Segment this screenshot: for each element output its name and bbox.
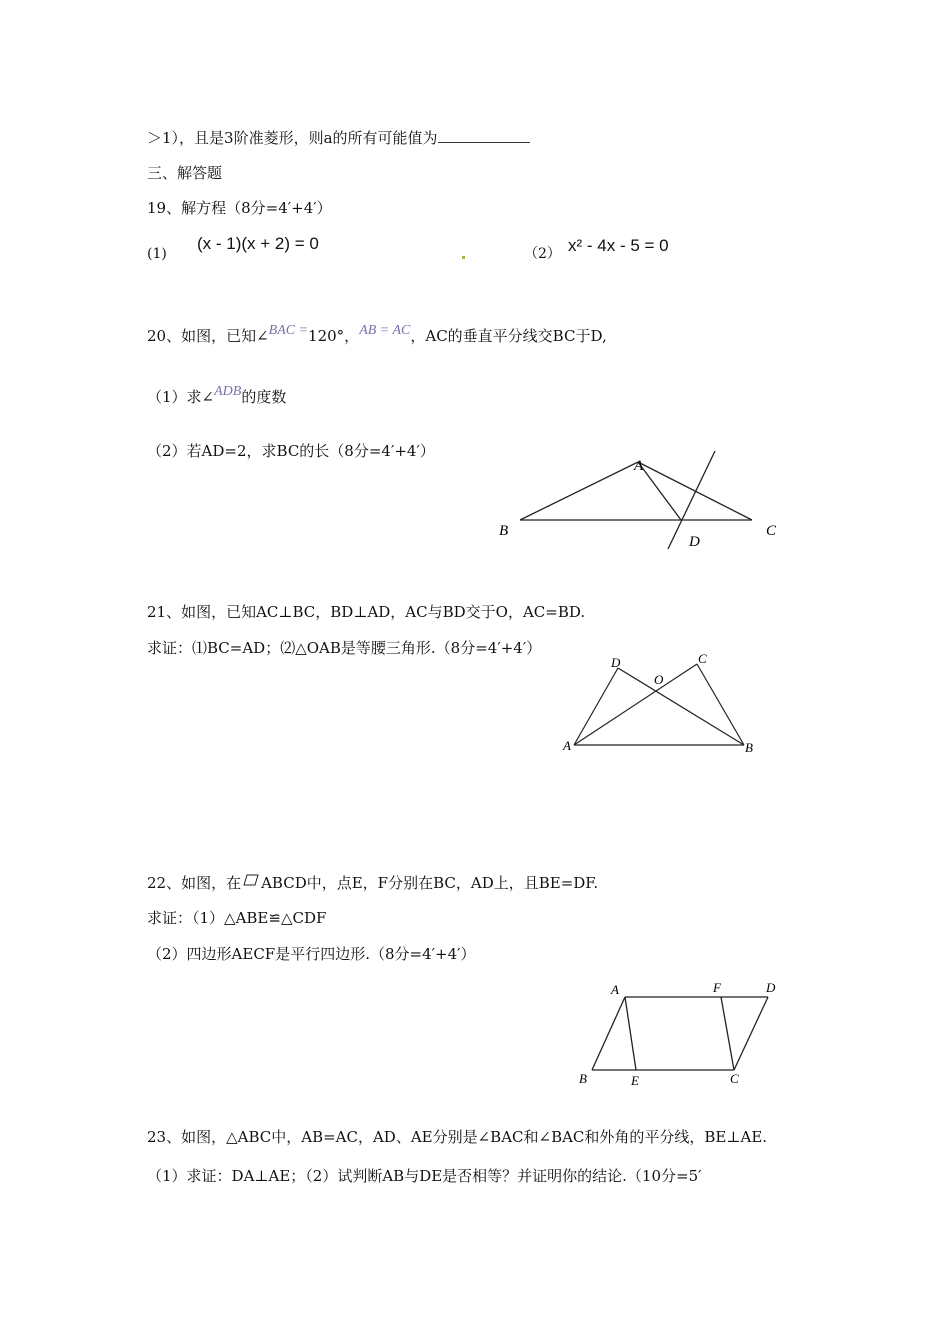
q20-ab-eq-ac: AB = AC [359,323,411,338]
q21-title: 21、如图，已知AC⊥BC，BD⊥AD，AC与BD交于O，AC=BD. [147,603,586,621]
q22-label-c: C [730,1071,739,1086]
q22-segment-ab [592,997,625,1070]
q21-label-d: D [611,655,621,670]
q20-label-c: C [766,523,777,539]
q22-segment-fc [721,997,734,1070]
q19-title: 19、解方程（8分=4′+4′） [147,199,332,217]
q20-angle-adb: ADB [214,384,242,399]
q22-title [147,876,598,891]
q20-part1-b: 的度数 [241,388,287,406]
q20-angle-bac: BAC = [268,323,309,338]
q20-label-b: B [499,523,509,539]
q22-label-a: A [611,982,619,997]
q20-title-b: 120°， [308,327,360,345]
q20-perpendicular-bisector [668,451,715,549]
q20-part1 [147,384,287,406]
q19-part2-label: （2） [524,246,561,262]
q21-segment-ad [574,668,618,745]
q21-label-b: B [745,740,753,755]
q22-label-b: B [579,1071,587,1086]
q21-segment-cb [697,664,744,745]
q22-segment-dc [734,997,768,1070]
q22-segment-ae [625,997,636,1070]
q23-sub: （1）求证：DA⊥AE；（2）试判断AB与DE是否相等？并证明你的结论.（10分=5′ [147,1167,702,1185]
q22-title-b: ABCD中，点E，F分别在BC，AD上，且BE=DF. [261,874,599,892]
q22-label-e: E [631,1073,639,1088]
section-title: 三、解答题 [147,164,223,182]
q22-label-f: F [713,980,721,995]
q21-segment-db [618,668,744,745]
q22-part1: 求证：（1）△ABE≌△CDF [147,909,327,927]
q19-part1-equation: (x - 1)(x + 2) = 0 [197,234,319,253]
q18-tail-text: ＞1），且是3阶准菱形，则a的所有可能值为 [147,129,438,147]
q23-title: 23、如图，△ABC中，AB=AC，AD、AE分别是∠BAC和∠BAC和外角的平分线，BE⊥AE. [147,1128,768,1146]
q22-title-a: 22、如图，在 [147,874,242,892]
q22-label-d: D [766,980,776,995]
q21-label-o: O [654,672,664,687]
q19-part2-equation: x² - 4x - 5 = 0 [568,236,669,255]
q20-label-a: A [634,458,644,474]
q21-label-a: A [563,738,571,753]
parallelogram-icon [243,874,259,886]
q20-segment-ac [638,462,752,520]
q20-segment-ab [520,462,638,520]
q20-title-c: ，AC的垂直平分线交BC于D, [410,327,607,345]
q21-segment-ac [574,664,697,745]
q21-prove: 求证：⑴BC=AD；⑵△OAB是等腰三角形.（8分=4′+4′） [147,639,542,657]
q20-part1-a: （1）求∠ [147,388,215,406]
q20-label-d: D [689,534,700,550]
q19-part1-label: (1) [147,246,167,262]
stray-dot [462,256,465,259]
q20-title [147,323,607,345]
q22-part2: （2）四边形AECF是平行四边形.（8分=4′+4′） [147,945,476,963]
q20-segment-ad [638,462,681,520]
q18-tail [147,131,530,146]
q20-part2: （2）若AD=2，求BC的长（8分=4′+4′） [147,442,435,460]
q21-label-c: C [698,651,707,666]
q20-title-a: 20、如图，已知∠ [147,327,269,345]
answer-blank [438,141,530,143]
